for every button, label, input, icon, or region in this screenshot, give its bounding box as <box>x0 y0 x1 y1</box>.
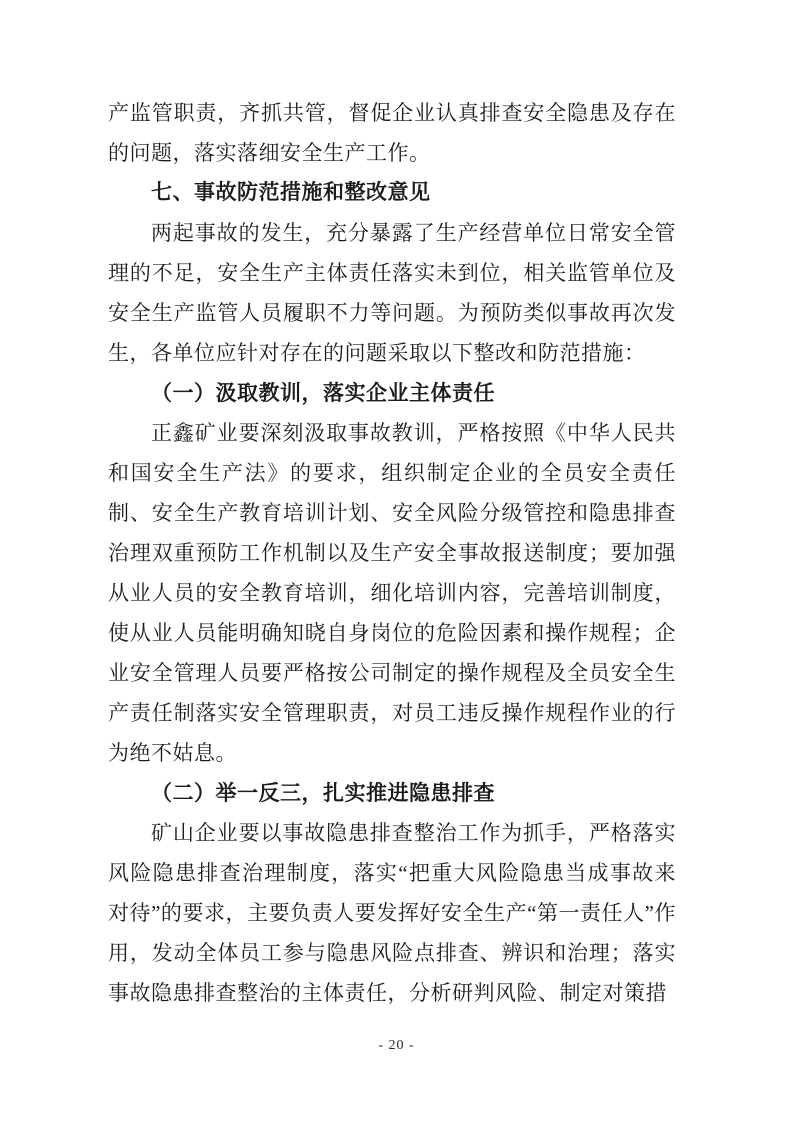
subsection-heading-2: （二）举一反三，扎实推进隐患排查 <box>151 781 495 805</box>
paragraph-measure-2: 矿山企业要以事故隐患排查整治工作为抓手，严格落实风险隐患排查治理制度，落实“把重大风险隐患当成事故来对待”的要求，主要负责人要发挥好安全生产“第一责任人”作用，发动全体员工参与隐患风险点排查、辨识和治理；落实事故隐患排查整治的主体责任，分析研判风险、制定对策措 <box>108 821 676 1005</box>
document-body <box>108 93 676 1013</box>
paragraph-measure-1: 正鑫矿业要深刻汲取事故教训，严格按照《中华人民共和国安全生产法》的要求，组织制定企业的全员安全责任制、安全生产教育培训计划、安全风险分级管控和隐患排查治理双重预防工作机制以及生产安全事故报送制度；要加强从业人员的安全教育培训，细化培训内容，完善培训制度，使从业人员能明确知晓自身岗位的危险因素和操作规程；企业安全管理人员要严格按公司制定的操作规程及全员安全生产责任制落实安全管理职责，对员工违反操作规程作业的行为绝不姑息。 <box>108 421 676 765</box>
subsection-heading-1: （一）汲取教训，落实企业主体责任 <box>151 381 495 405</box>
page-number: - 20 - <box>378 1038 415 1053</box>
paragraph-continued: 产监管职责，齐抓共管，督促企业认真排查安全隐患及存在的问题，落实落细安全生产工作。 <box>108 101 676 165</box>
paragraph-overview: 两起事故的发生，充分暴露了生产经营单位日常安全管理的不足，安全生产主体责任落实未到位，相关监管单位及安全生产监管人员履职不力等问题。为预防类似事故再次发生，各单位应针对存在的问题采取以下整改和防范措施： <box>108 221 676 365</box>
section-heading-7: 七、事故防范措施和整改意见 <box>151 181 431 204</box>
